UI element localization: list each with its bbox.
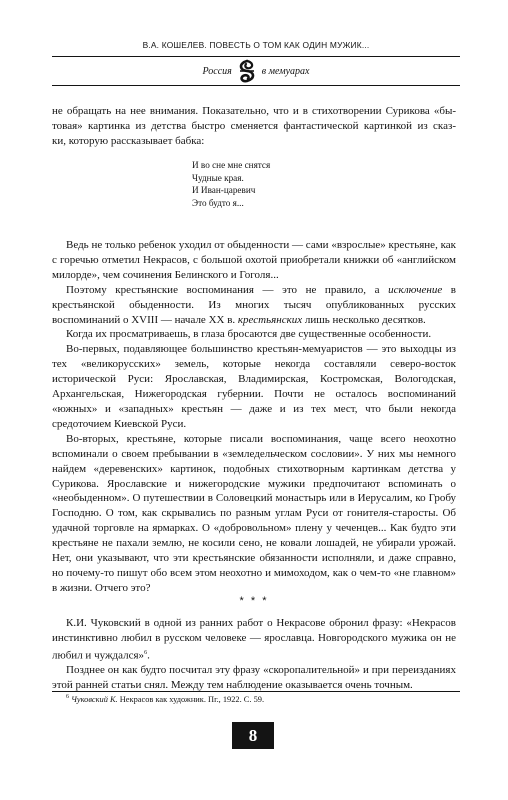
footnote-rule [52,691,460,692]
intro-line-2: товая» картинка из детства быстро сменяется фантастической картинкой из сказ- [52,119,456,132]
header-rule-bottom [52,85,460,86]
paragraph-1: Ведь не только ребенок уходил от обыденности — сами «взрослые» крестьяне, как с горечью отметил Некрасов, с большой охотой приобретали книжки об «английском милорде», чем сочинения Белинского и Гоголя... [52,239,456,281]
footnote-reference[interactable]: 6 [144,649,148,656]
footnote [66,694,264,704]
running-header: В.А. КОШЕЛЕВ. ПОВЕСТЬ О ТОМ КАК ОДИН МУЖИК... [142,40,370,50]
celtic-knot-ornament-icon [236,59,258,83]
paragraph-2-part-1: Поэтому крестьянские воспоминания — это не правило, а [66,283,389,296]
paragraph-6-text: К.И. Чуковский в одной из ранних работ о Некрасове обронил фразу: «Некрасов инстинктивно любил в русском человеке — ярославца. Новгородского мужика он не любил и чуждался» [52,617,456,662]
paragraph-2 [52,283,456,328]
paragraph-6-end: . [147,649,150,662]
section-2-text [52,616,456,693]
paragraph-2-emphasis-1: исключение [388,283,443,296]
poem-line: Чудные края. [192,172,244,183]
paragraph-3: Когда их просматриваешь, в глаза бросаются две существенные особенности. [66,328,432,341]
page-number: 8 [232,722,274,749]
paragraph-2-emphasis-2: крестьянских [237,313,303,326]
paragraph-2-part-3: лишь несколько десятков. [302,313,426,326]
intro-line-1: не обращать на нее внимания. Показательно, что и в стихотворении Сурикова «бы- [52,105,456,117]
paragraph-6 [52,616,456,663]
intro-line-3: ки, которую рассказывает бабка: [52,134,205,147]
poem-quote [192,159,270,209]
intro-paragraph [52,104,456,149]
poem-line: И во сне мне снятся [192,160,271,170]
main-text [52,238,456,596]
footnote-mark: 6 [66,694,69,700]
paragraph-4: Во-первых, подавляющее большинство крестьян-мемуаристов — это выходцы из тех «великорусских» земель, которые некогда составляли северо-восток исторической Руси: Ярославская, Владимирская, Костромская, Вологодская, Архангельская, Нижегородская губернии. Почти не осталось воспоминаний «южных» и «западных» крестьян — даже и из тех мест, что были некогда средоточием Киевской Руси. [52,343,456,430]
poem-line: И Иван-царевич [192,185,256,196]
header-rule-top [52,56,460,57]
paragraph-5: Во-вторых, крестьяне, которые писали воспоминания, чаще всего неохотно вспоминали о своем пребывании в «земледельческом сословии». У них мы немного найдем «деревенских» картинок, подобных стихотворным картинкам детства у Сурикова. Ярославские и нижегородские мужики предпочитают вспоминать о «необыденном». О путешествии в Соловецкий монастырь или в Иерусалим, ко Гробу Господню. О том, как скрывались по разным углам Руси от гонителя-старосты. Об удачной торговле на ярмарках. О «добровольном» плену у чеченцев... Как будто эти крестьяне не пахали землю, не косили сено, не ковали лошадей, не убирали урожай. Нет, они указывают, что эти крестьянские обязанности исполняли, и даже справно, но почему-то пишут обо всем этом неохотно и мимоходом, как о чем-то «не главном» в жизни. Отчего это? [52,432,456,594]
footnote-author: Чуковский К. [71,694,118,704]
poem-line: Это будто я... [192,197,244,208]
series-title [52,59,460,83]
section-separator: * * * [239,595,269,607]
series-title-right: в мемуарах [261,65,310,77]
footnote-text: Некрасов как художник. Пг., 1922. С. 59. [117,694,265,704]
paragraph-2-part-2: в крестьянской обыденности. Из многих тысяч опубликованных русских воспоминаний о XVIII — начале XX в. [52,283,456,326]
series-title-left: Россия [202,65,232,77]
paragraph-7: Позднее он как будто посчитал эту фразу «скоропалительной» и при переизданиях этой ранней статьи снял. Между тем наблюдение оказывается очень точным. [52,664,456,692]
